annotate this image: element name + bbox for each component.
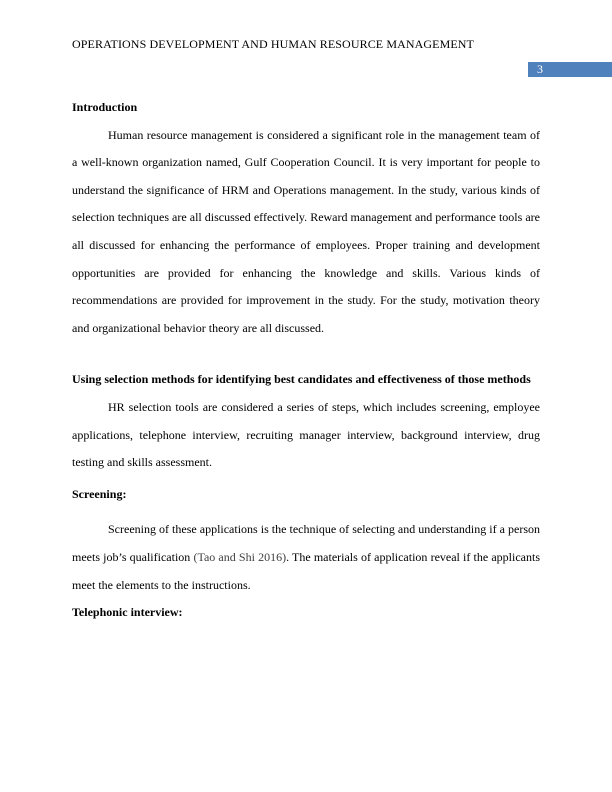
page-number: 3: [537, 62, 543, 76]
screening-heading: Screening:: [72, 486, 127, 501]
introduction-heading: Introduction: [72, 100, 138, 114]
screening-text-end: . The materials of application reveal if the applicants meet the elements to the instructions.: [72, 549, 540, 592]
section-spacer: [72, 342, 540, 366]
screening-paragraph: [72, 516, 540, 599]
introduction-section: [72, 94, 540, 342]
selection-methods-paragraph: HR selection tools are considered a series of steps, which includes screening, employee applications, telephone interview, recruiting manager interview, background interview, drug testing and skills assessment.: [72, 399, 540, 470]
screening-citation: (Tao and Shi 2016): [193, 549, 287, 564]
section-spacer: [72, 508, 540, 516]
introduction-paragraph: Human resource management is considered a significant role in the management team of a well-known organization named, Gulf Cooperation Council. It is very important for people to understand the significance of HRM and Operations management. In the study, various kinds of selection techniques are all discussed effectively. Reward management and performance tools are all discussed for enhancing the performance of employees. Proper training and development opportunities are provided for enhancing the knowledge and skills. Various kinds of recommendations are provided for improvement in the study. For the study, motivation theory and organizational behavior theory are all discussed.: [72, 127, 540, 335]
screening-section: [72, 481, 540, 599]
selection-methods-heading: Using selection methods for identifying best candidates and effectiveness of those methods: [72, 372, 531, 387]
selection-methods-section: [72, 366, 540, 476]
document-body: [72, 94, 540, 627]
telephonic-interview-section: [72, 599, 540, 627]
running-header-title: OPERATIONS DEVELOPMENT AND HUMAN RESOURCE MANAGEMENT: [72, 37, 474, 51]
screening-text-start: Screening of these applications is the technique of selecting and understanding if a person meets job’s qualification: [72, 522, 540, 564]
telephonic-interview-heading: Telephonic interview:: [72, 605, 183, 620]
